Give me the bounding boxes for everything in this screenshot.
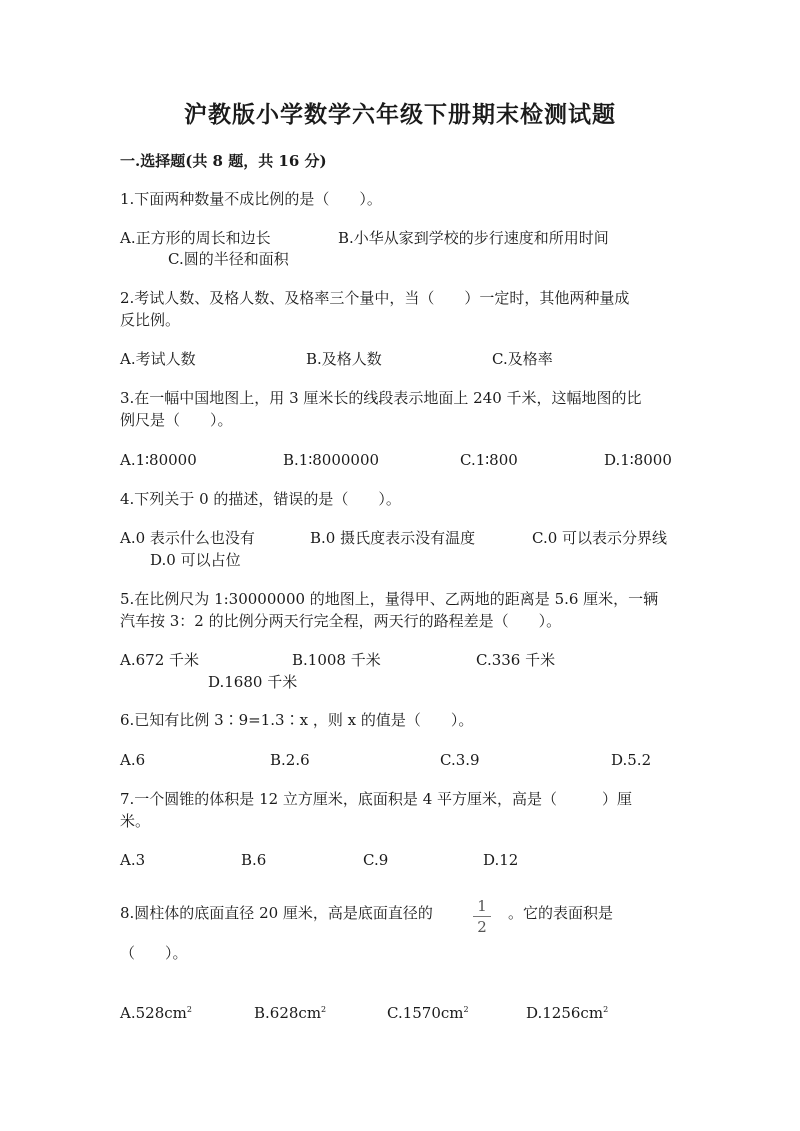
question-7-option-d: D.12 [483,851,519,869]
question-7-text [120,788,680,832]
question-3-option-d: D.1∶8000 [604,451,672,469]
question-line: 汽车按 3：2 的比例分两天行完全程，两天行的路程差是（ ）。 [120,612,562,630]
question-line: 例尺是（ ）。 [120,411,233,429]
question-8-option-a [120,999,192,1024]
option-text: A.528cm [120,1004,187,1022]
question-5-option-d: D.1680 千米 [208,673,298,691]
question-line: 4.下列关于 0 的描述，错误的是（ ）。 [120,490,401,508]
unit-superscript: 2 [321,1005,327,1014]
question-4-text [120,488,680,510]
unit-superscript: 2 [463,1005,469,1014]
option-text: D.1256cm [526,1004,604,1022]
question-6-option-b: B.2.6 [270,751,310,769]
question-7-option-a: A.3 [120,851,146,869]
question-8-text-line2: （ ）。 [120,944,188,962]
question-line: 反比例。 [120,311,181,329]
question-2-option-b: B.及格人数 [306,350,382,368]
question-line: 3.在一幅中国地图上，用 3 厘米长的线段表示地面上 240 千米，这幅地图的比 [120,389,642,407]
question-5-option-c: C.336 千米 [476,651,556,669]
question-1-option-a: A.正方形的周长和边长 [120,229,271,247]
section-heading: 一.选择题(共 8 题，共 16 分) [120,152,327,170]
question-line: 6.已知有比例 3∶9=1.3∶x ，则 x 的值是（ ）。 [120,711,474,729]
question-line: 5.在比例尺为 1:30000000 的地图上，量得甲、乙两地的距离是 5.6 厘米，一辆 [120,590,659,608]
unit-superscript: 2 [603,1005,609,1014]
question-6-text [120,709,680,731]
question-2-text [120,287,680,331]
option-text: C.1570cm [387,1004,464,1022]
question-3-option-a: A.1∶80000 [120,451,197,469]
question-8-text-start: 8.圆柱体的底面直径 20 厘米，高是底面直径的 [120,904,433,922]
question-5-option-b: B.1008 千米 [292,651,381,669]
question-6-option-c: C.3.9 [440,751,480,769]
question-8-option-b [254,999,326,1024]
fraction-numerator: 1 [477,897,487,915]
option-text: B.628cm [254,1004,322,1022]
unit-superscript: 2 [186,1005,192,1014]
question-7-option-c: C.9 [363,851,389,869]
fraction-one-half [470,898,494,935]
question-3-option-c: C.1∶800 [460,451,518,469]
question-3-text [120,387,680,431]
question-line: 7.一个圆锥的体积是 12 立方厘米，底面积是 4 平方厘米，高是（ ）厘 [120,790,633,808]
page-title: 沪教版小学数学六年级下册期末检测试题 [184,101,616,128]
question-5-text [120,588,680,632]
question-8-option-c [387,999,469,1024]
question-4-option-b: B.0 摄氏度表示没有温度 [310,529,476,547]
question-8-option-d [526,999,608,1024]
fraction-bar [473,916,491,917]
question-line: 2.考试人数、及格人数、及格率三个量中，当（ ）一定时，其他两种量成 [120,289,630,307]
question-line: 1.下面两种数量不成比例的是（ ）。 [120,190,382,208]
question-2-option-a: A.考试人数 [120,350,196,368]
question-7-option-b: B.6 [241,851,267,869]
question-3-option-b: B.1∶8000000 [283,451,380,469]
question-4-option-a: A.0 表示什么也没有 [120,529,255,547]
question-2-option-c: C.及格率 [492,350,553,368]
question-1-option-c: C.圆的半径和面积 [168,250,289,268]
fraction-denominator: 2 [477,918,487,936]
question-4-option-d: D.0 可以占位 [150,551,241,569]
question-5-option-a: A.672 千米 [120,651,199,669]
question-6-option-d: D.5.2 [611,751,652,769]
question-1-text [120,188,680,210]
question-4-option-c: C.0 可以表示分界线 [532,529,668,547]
question-1-option-b: B.小华从家到学校的步行速度和所用时间 [338,229,609,247]
question-6-option-a: A.6 [120,751,146,769]
question-line: 米。 [120,812,151,830]
question-8-text-end: 。它的表面积是 [508,904,614,922]
